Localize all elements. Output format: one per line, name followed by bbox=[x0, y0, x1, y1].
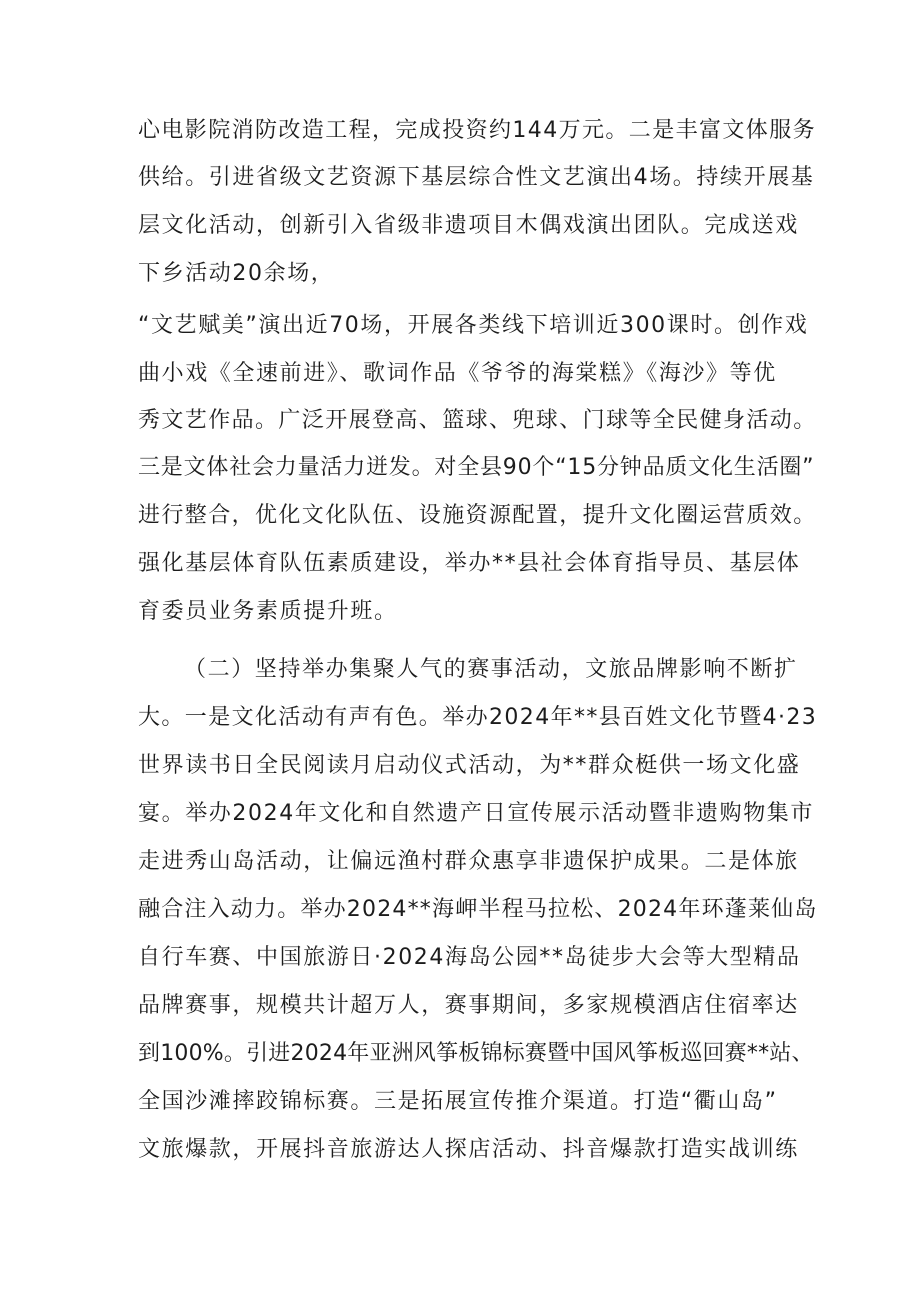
text-line: 供给。引进省级文艺资源下基层综合性文艺演出4场。持续开展基 bbox=[138, 165, 815, 190]
text-line: 文旅爆款，开展抖音旅游达人探店活动、抖音爆款打造实战训练 bbox=[138, 1137, 799, 1162]
section-heading-line: （二）坚持举办集聚人气的赛事活动，文旅品牌影响不断扩 bbox=[184, 657, 798, 682]
text-line: 融合注入动力。举办2024**海岬半程马拉松、2024年环蓬莱仙岛 bbox=[138, 897, 818, 922]
text-line: 全国沙滩摔跤锦标赛。三是拓展宣传推介渠道。打造“衢山岛” bbox=[138, 1089, 778, 1114]
text-line: 秀文艺作品。广泛开展登高、篮球、兜球、门球等全民健身活动。 bbox=[138, 408, 817, 433]
text-line: 到100%。引进2024年亚洲风筝板锦标赛暨中国风筝板巡回赛**站、 bbox=[138, 1041, 814, 1066]
text-line: 层文化活动，创新引入省级非遗项目木偶戏演出团队。完成送戏 bbox=[138, 213, 799, 238]
text-line: 三是文体社会力量活力迸发。对全县90个“15分钟品质文化生活圈” bbox=[138, 455, 815, 480]
text-line: 强化基层体育队伍素质建设，举办**县社会体育指导员、基层体 bbox=[138, 551, 801, 576]
text-line: 曲小戏《全速前进》、歌词作品《爷爷的海棠糕》《海沙》等优 bbox=[138, 361, 777, 386]
text-line: 下乡活动20余场， bbox=[138, 261, 335, 286]
text-line: 品牌赛事，规模共计超万人，赛事期间，多家规模酒店住宿率达 bbox=[138, 993, 799, 1018]
text-line: 世界读书日全民阅读月启动仪式活动，为**群众梃供一场文化盛 bbox=[138, 753, 801, 778]
text-line: 育委员业务素质提升班。 bbox=[138, 599, 398, 624]
text-line: 自行车赛、中国旅游日·2024海岛公园**岛徒步大会等大型精品 bbox=[138, 945, 801, 970]
text-line: “文艺赋美”演出近70场，开展各类线下培训近300课时。创作戏 bbox=[138, 313, 809, 338]
text-line: 进行整合，优化文化队伍、设施资源配置，提升文化圈运营质效。 bbox=[138, 503, 817, 528]
text-line: 宴。举办2024年文化和自然遗产日宣传展示活动暨非遗购物集市 bbox=[138, 801, 814, 826]
text-line: 大。一是文化活动有声有色。举办2024年**县百姓文化节暨4·23 bbox=[138, 705, 818, 730]
text-line: 走进秀山岛活动，让偏远渔村群众惠享非遗保护成果。二是体旅 bbox=[138, 849, 799, 874]
text-line: 心电影院消防改造工程，完成投资约144万元。二是丰富文体服务 bbox=[138, 118, 816, 143]
